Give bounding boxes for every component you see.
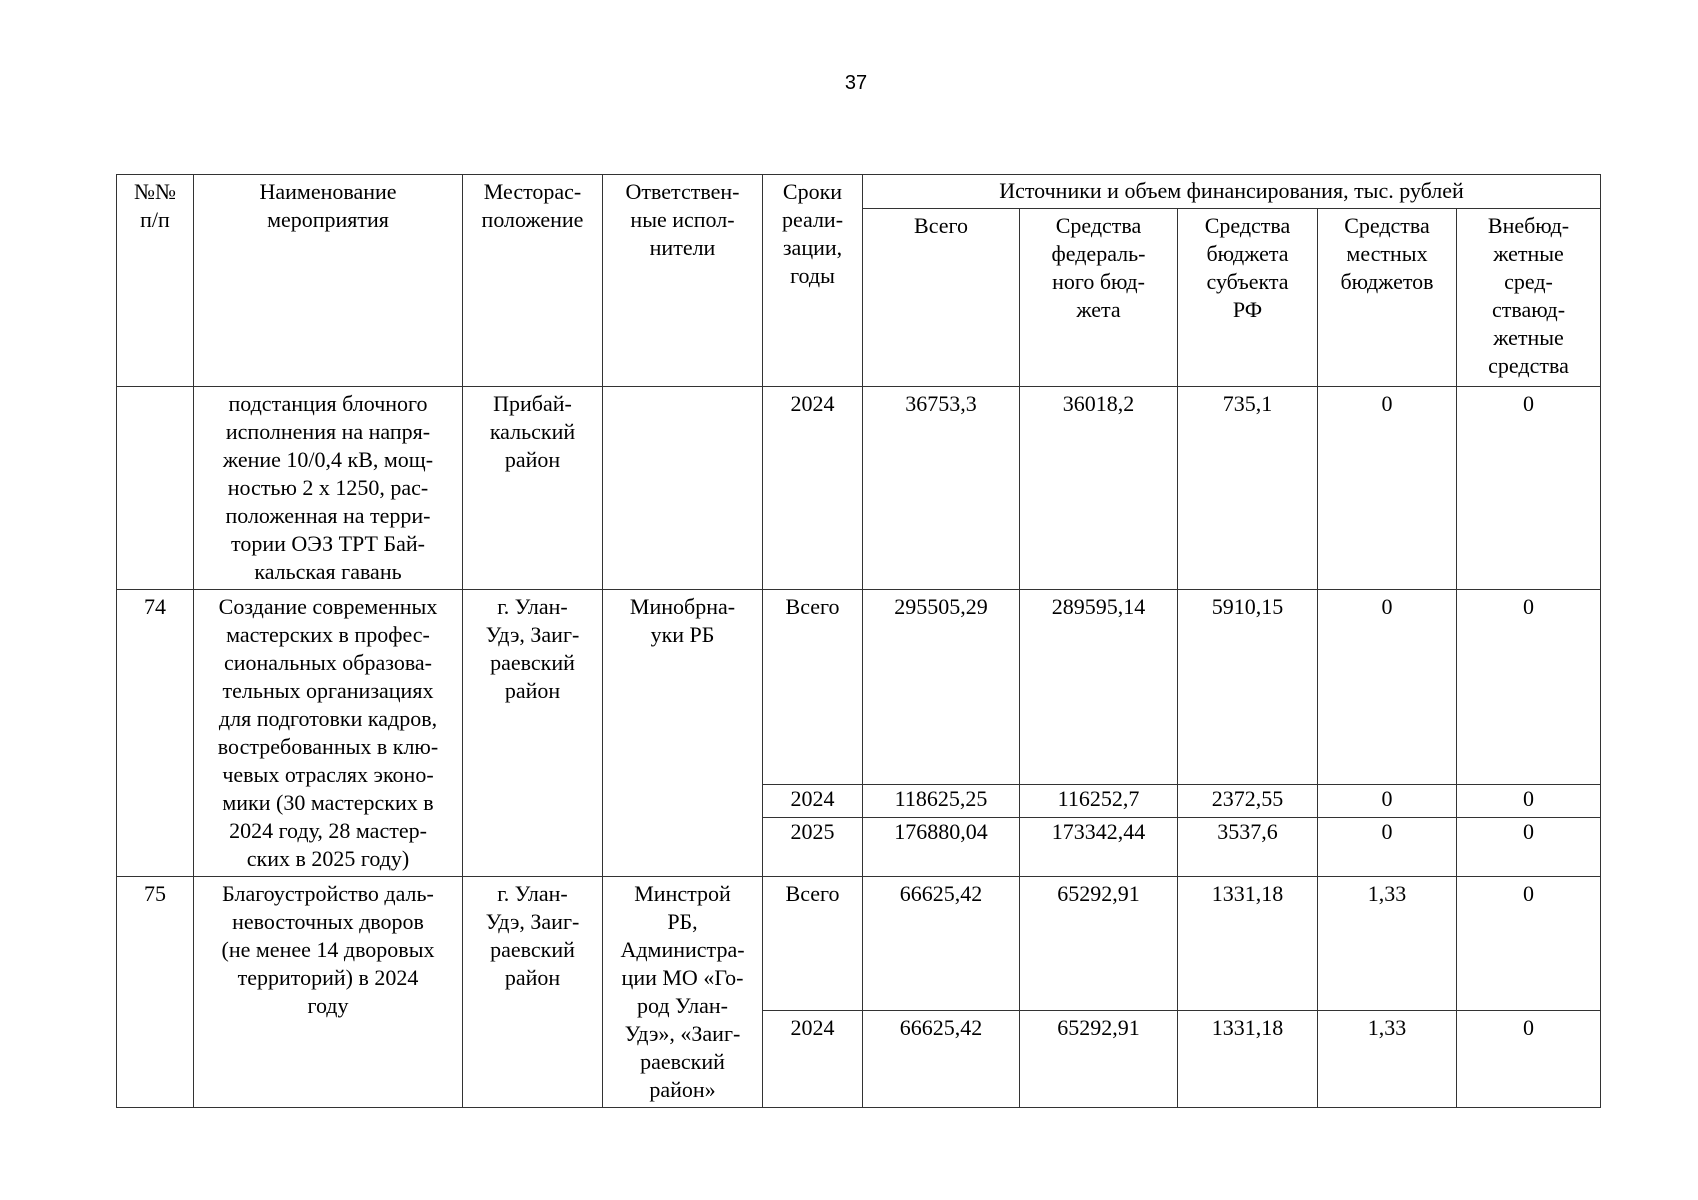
page-number: 37	[844, 72, 868, 94]
cell-regional: 735,1	[1178, 387, 1318, 590]
cell-total: 66625,42	[863, 877, 1020, 1011]
financing-table	[116, 174, 1601, 1108]
cell-local: 0	[1318, 818, 1457, 877]
cell-extra: 0	[1457, 590, 1601, 785]
row-executors	[603, 387, 763, 590]
row-location: Прибай- кальский район	[463, 387, 603, 590]
cell-period: Всего	[763, 877, 863, 1011]
cell-extra: 0	[1457, 1010, 1601, 1107]
cell-extra: 0	[1457, 818, 1601, 877]
cell-regional: 1331,18	[1178, 877, 1318, 1011]
header-total: Всего	[863, 208, 1020, 386]
row-num: 75	[117, 877, 194, 1108]
cell-federal: 65292,91	[1020, 877, 1178, 1011]
row-num: 74	[117, 590, 194, 877]
cell-period: 2024	[763, 785, 863, 818]
header-period: Сроки реали- зации, годы	[763, 175, 863, 387]
cell-local: 0	[1318, 387, 1457, 590]
header-local: Средства местных бюджетов	[1318, 208, 1457, 386]
cell-total: 118625,25	[863, 785, 1020, 818]
header-regional: Средства бюджета субъекта РФ	[1178, 208, 1318, 386]
row-num	[117, 387, 194, 590]
row-name: подстанция блочного исполнения на напря- жение 10/0,4 кВ, мощ- ностью 2 х 1250, рас- положенная на терри- тории ОЭЗ ТРТ Бай- кальская гавань	[194, 387, 463, 590]
cell-period: 2025	[763, 818, 863, 877]
cell-local: 0	[1318, 590, 1457, 785]
cell-period: 2024	[763, 1010, 863, 1107]
row-executors: Минобрна- уки РБ	[603, 590, 763, 877]
header-location: Месторас- положение	[463, 175, 603, 387]
cell-federal: 289595,14	[1020, 590, 1178, 785]
table-row	[117, 877, 1601, 1011]
row-executors: Минстрой РБ, Администра- ции МО «Го- род Улан- Удэ», «Заиг- раевский район»	[603, 877, 763, 1108]
cell-period: 2024	[763, 387, 863, 590]
cell-regional: 2372,55	[1178, 785, 1318, 818]
row-name: Благоустройство даль- невосточных дворов (не менее 14 дворовых территорий) в 2024 году	[194, 877, 463, 1108]
cell-federal: 65292,91	[1020, 1010, 1178, 1107]
cell-regional: 3537,6	[1178, 818, 1318, 877]
cell-extra: 0	[1457, 387, 1601, 590]
row-location: г. Улан- Удэ, Заиг- раевский район	[463, 590, 603, 877]
cell-total: 176880,04	[863, 818, 1020, 877]
cell-extra: 0	[1457, 785, 1601, 818]
row-location: г. Улан- Удэ, Заиг- раевский район	[463, 877, 603, 1108]
header-executors: Ответствен- ные испол- нители	[603, 175, 763, 387]
header-financing: Источники и объем финансирования, тыс. рублей	[863, 175, 1601, 209]
cell-regional: 5910,15	[1178, 590, 1318, 785]
header-num: №№ п/п	[117, 175, 194, 387]
cell-extra: 0	[1457, 877, 1601, 1011]
header-name: Наименование мероприятия	[194, 175, 463, 387]
cell-federal: 36018,2	[1020, 387, 1178, 590]
cell-total: 295505,29	[863, 590, 1020, 785]
header-federal: Средства федераль- ного бюд- жета	[1020, 208, 1178, 386]
cell-federal: 116252,7	[1020, 785, 1178, 818]
cell-total: 66625,42	[863, 1010, 1020, 1107]
cell-local: 0	[1318, 785, 1457, 818]
header-row-1	[117, 175, 1601, 209]
cell-period: Всего	[763, 590, 863, 785]
header-extra: Внебюд- жетные сред- стваюд- жетные средства	[1457, 208, 1601, 386]
cell-federal: 173342,44	[1020, 818, 1178, 877]
cell-local: 1,33	[1318, 1010, 1457, 1107]
table-row	[117, 387, 1601, 590]
row-name: Создание современных мастерских в профес- сиональных образова- тельных организациях для подготовки кадров, востребованных в клю- чевых отраслях эконо- мики (30 мастерских в 2024 году, 28 мастер- ских в 2025 году)	[194, 590, 463, 877]
cell-total: 36753,3	[863, 387, 1020, 590]
cell-local: 1,33	[1318, 877, 1457, 1011]
table-row	[117, 590, 1601, 785]
cell-regional: 1331,18	[1178, 1010, 1318, 1107]
